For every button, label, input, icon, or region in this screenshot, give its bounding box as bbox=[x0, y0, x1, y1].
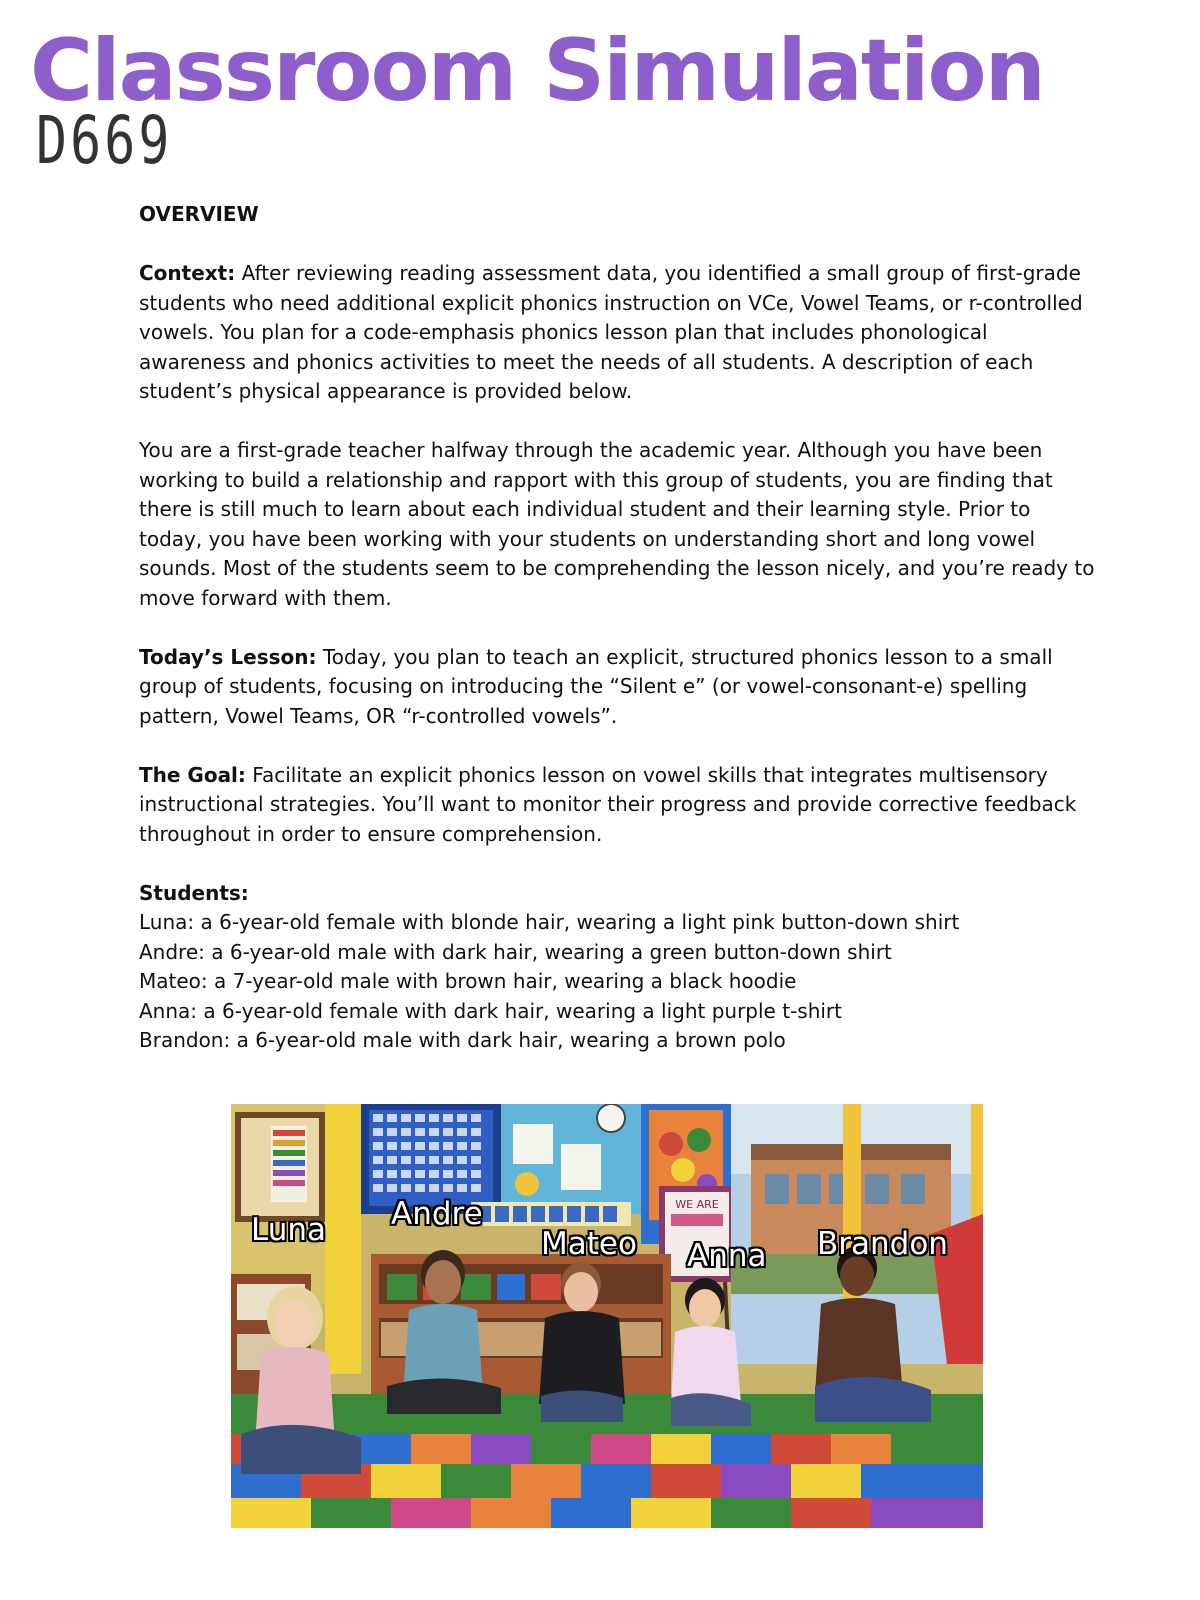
students-list bbox=[139, 908, 1099, 1056]
student-item: Brandon: a 6-year-old male with dark hair, wearing a brown polo bbox=[139, 1028, 786, 1052]
goal-label: The Goal: bbox=[139, 762, 246, 787]
student-item: Luna: a 6-year-old female with blonde hair, wearing a light pink button-down shirt bbox=[139, 910, 960, 934]
page-title: Classroom Simulation bbox=[30, 21, 1044, 121]
context-label: Context: bbox=[139, 261, 236, 285]
easel-sign-text: WE ARE bbox=[675, 1198, 719, 1211]
course-code: D669 bbox=[36, 102, 173, 179]
goal-paragraph bbox=[139, 761, 1099, 850]
scene-label-mateo: Mateo bbox=[541, 1226, 637, 1262]
scene-label-anna: Anna bbox=[687, 1238, 767, 1274]
lesson-text: Today, you plan to teach an explicit, structured phonics lesson to a small group of students, focusing on introducing the “Silent e” (or vowel-consonant-e) spelling pattern, Vowel Teams, OR “r-controlled vowels”. bbox=[139, 644, 1053, 728]
goal-text: Facilitate an explicit phonics lesson on vowel skills that integrates multisensory instructional strategies. You’ll want to monitor their progress and provide corrective feedback throughout in order to ensure comprehension. bbox=[139, 762, 1077, 846]
scene-label-brandon: Brandon bbox=[817, 1226, 948, 1262]
scene-label-luna: Luna bbox=[251, 1212, 327, 1248]
context-paragraph bbox=[139, 259, 1099, 407]
lesson-label: Today’s Lesson: bbox=[139, 644, 317, 669]
overview-section bbox=[139, 200, 1099, 1056]
classroom-scene-image bbox=[231, 1104, 983, 1528]
student-item: Anna: a 6-year-old female with dark hair, wearing a light purple t-shirt bbox=[139, 998, 842, 1023]
lesson-paragraph bbox=[139, 643, 1099, 732]
classroom-scene-drawing bbox=[231, 1104, 983, 1528]
context-text: After reviewing reading assessment data, you identified a small group of first-grade students who need additional explicit phonics instruction on VCe, Vowel Teams, or r-controlled vowels. You plan for a code-emphasis phonics lesson plan that includes phonological awareness and phonics activities to meet the needs of all students. A description of each student’s physical appearance is provided below. bbox=[139, 261, 1083, 403]
overview-heading: OVERVIEW bbox=[139, 202, 259, 226]
students-heading: Students: bbox=[139, 880, 249, 905]
intro-paragraph: You are a first-grade teacher halfway through the academic year. Although you have been working to build a relationship and rapport with this group of students, you are finding that there is still much to learn about each individual student and their learning style. Prior to today, you have been working with your students on understanding short and long vowel sounds. Most of the students seem to be comprehending the lesson nicely, and you’re ready to move forward with them. bbox=[139, 438, 1095, 610]
student-item: Mateo: a 7-year-old male with brown hair, wearing a black hoodie bbox=[139, 969, 797, 993]
student-item: Andre: a 6-year-old male with dark hair, wearing a green button-down shirt bbox=[139, 939, 892, 964]
scene-label-andre: Andre bbox=[391, 1196, 483, 1232]
